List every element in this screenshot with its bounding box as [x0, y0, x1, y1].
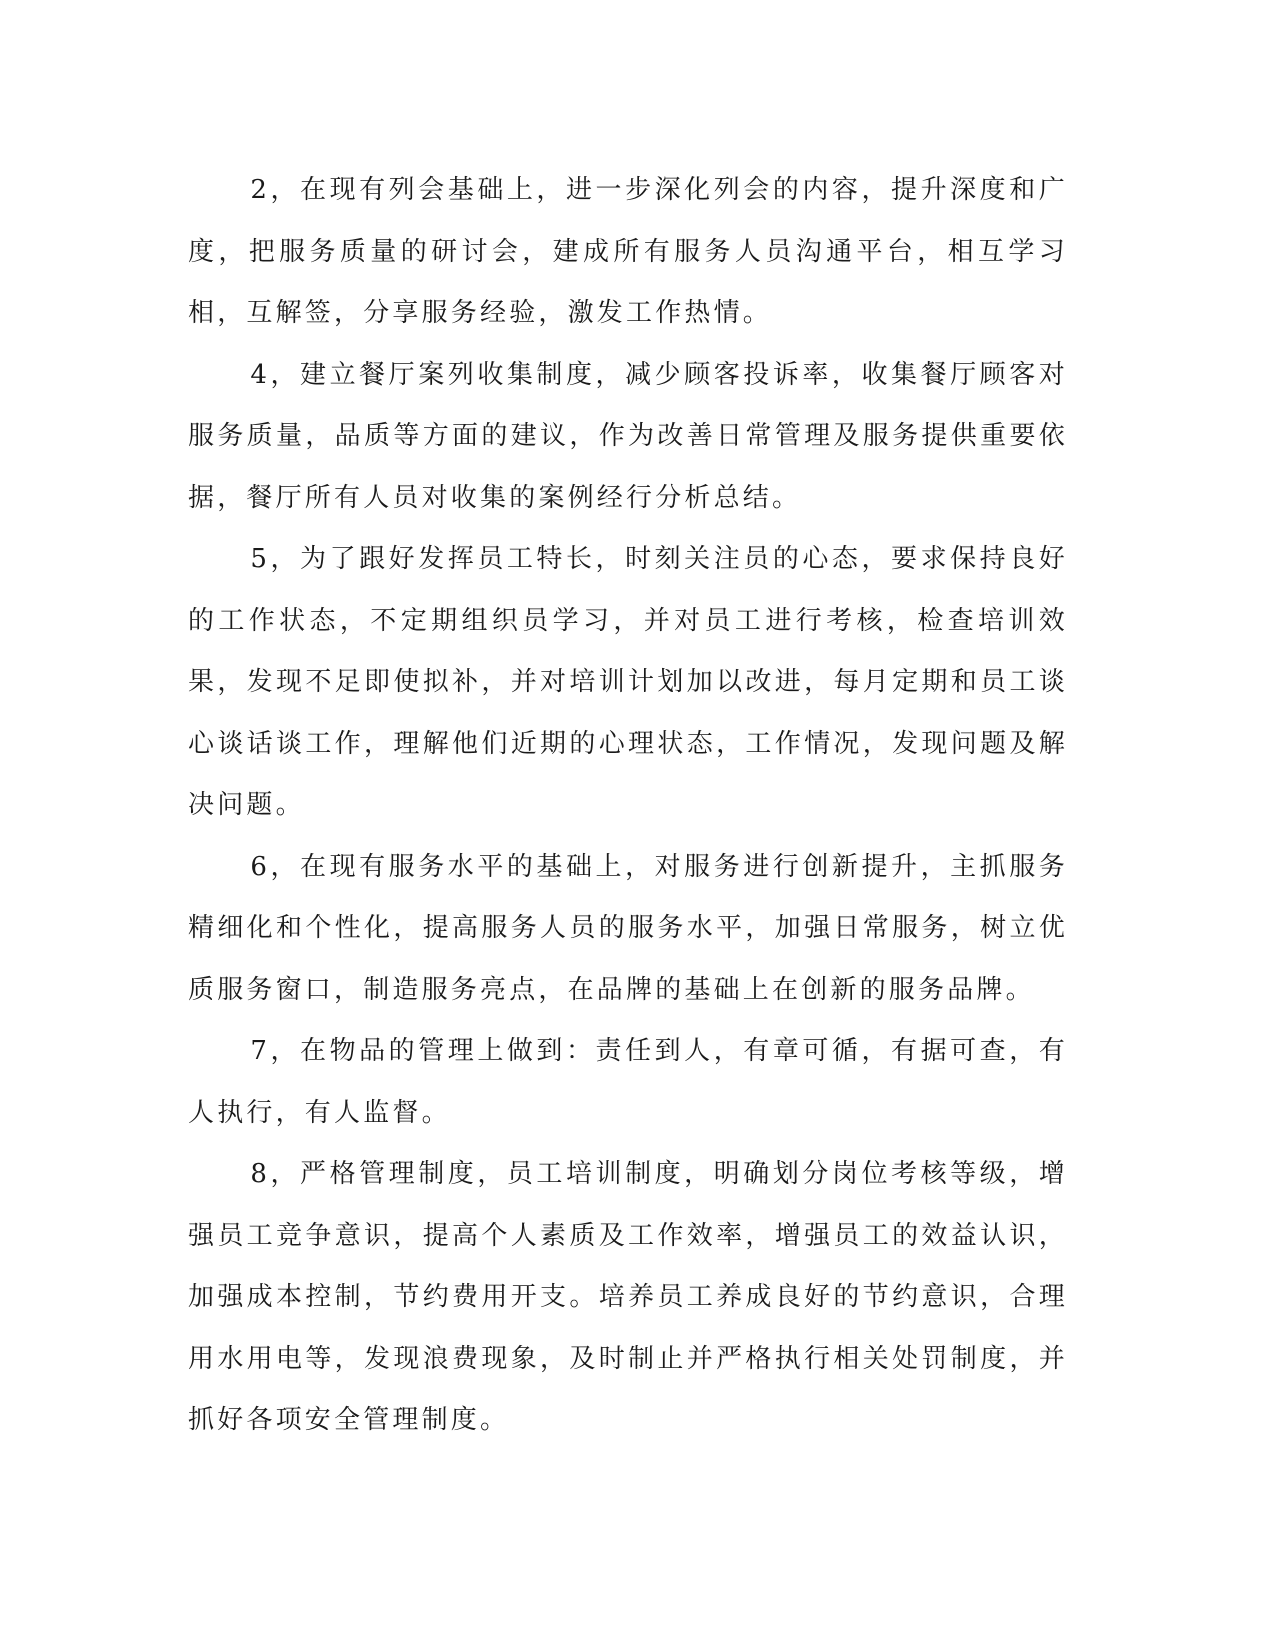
paragraph-item-7: 7，在物品的管理上做到：责任到人，有章可循，有据可查，有人执行，有人监督。 — [188, 1036, 1068, 1128]
paragraph-item-4: 4，建立餐厅案列收集制度，减少顾客投诉率，收集餐厅顾客对服务质量，品质等方面的建议，作为改善日常管理及服务提供重要依据，餐厅所有人员对收集的案例经行分析总结。 — [188, 359, 1068, 513]
paragraph-item-6: 6，在现有服务水平的基础上，对服务进行创新提升，主抓服务精细化和个性化，提高服务人员的服务水平，加强日常服务，树立优质服务窗口，制造服务亮点，在品牌的基础上在创新的服务品牌。 — [188, 851, 1068, 1005]
document-body — [188, 160, 1068, 1452]
paragraph-item-2: 2，在现有列会基础上，进一步深化列会的内容，提升深度和广度，把服务质量的研讨会，建成所有服务人员沟通平台，相互学习相，互解签，分享服务经验，激发工作热情。 — [188, 175, 1068, 328]
paragraph-item-5: 5，为了跟好发挥员工特长，时刻关注员的心态，要求保持良好的工作状态，不定期组织员学习，并对员工进行考核，检查培训效果，发现不足即使拟补，并对培训计划加以改进，每月定期和员工谈心谈话谈工作，理解他们近期的心理状态，工作情况，发现问题及解决问题。 — [188, 544, 1068, 820]
paragraph-item-8: 8，严格管理制度，员工培训制度，明确划分岗位考核等级，增强员工竞争意识，提高个人素质及工作效率，增强员工的效益认识，加强成本控制，节约费用开支。培养员工养成良好的节约意识，合理用水用电等，发现浪费现象，及时制止并严格执行相关处罚制度，并抓好各项安全管理制度。 — [188, 1159, 1068, 1435]
